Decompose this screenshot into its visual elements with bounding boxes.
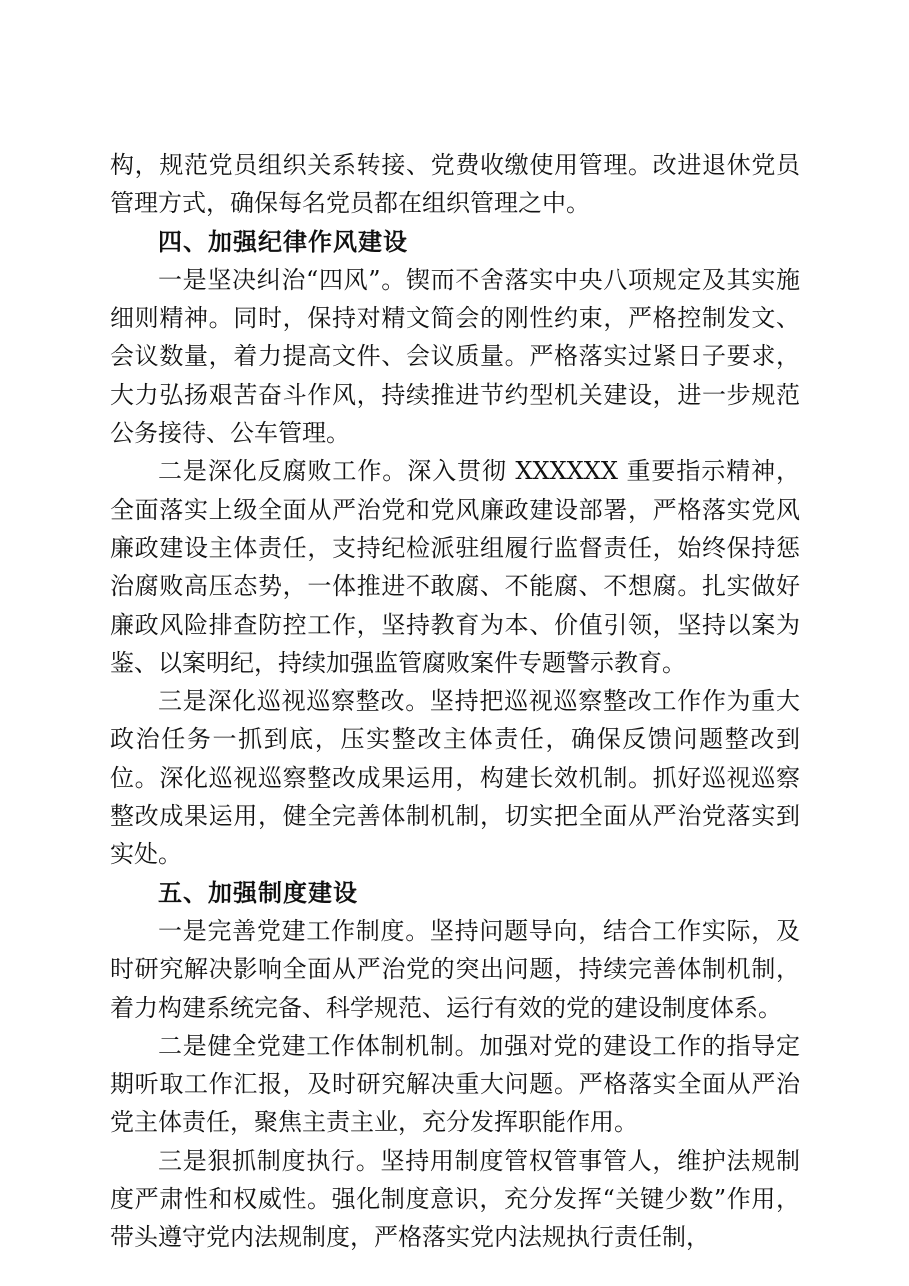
paragraph-4-3: 三是深化巡视巡察整改。坚持把巡视巡察整改工作作为重大政治任务一抓到底，压实整改主体责任，确保反馈问题整改到位。深化巡视巡察整改成果运用，构建长效机制。抓好巡视巡察整改成果运用，健全完善体制机制，切实把全面从严治党落实到实处。 — [110, 687, 800, 869]
section-heading-5: 五、加强制度建设 — [158, 878, 358, 907]
paragraph-5-3: 三是狠抓制度执行。坚持用制度管权管事管人，维护法规制度严肃性和权威性。强化制度意识，充分发挥“关键少数”作用，带头遵守党内法规制度，严格落实党内法规执行责任制， — [110, 1146, 800, 1252]
paragraph-4-2: 二是深化反腐败工作。深入贯彻 XXXXXX 重要指示精神，全面落实上级全面从严治党和党风廉政建设部署，严格落实党风廉政建设主体责任，支持纪检派驻组履行监督责任，始终保持惩治腐败高压态势，一体推进不敢腐、不能腐、不想腐。扎实做好廉政风险排查防控工作，坚持教育为本、价值引领，坚持以案为鉴、以案明纪，持续加强监管腐败案件专题警示教育。 — [110, 457, 800, 677]
paragraph-intro: 构，规范党员组织关系转接、党费收缴使用管理。改进退休党员管理方式，确保每名党员都在组织管理之中。 — [110, 151, 800, 218]
document-body — [110, 146, 800, 1257]
paragraph-5-1: 一是完善党建工作制度。坚持问题导向，结合工作实际，及时研究解决影响全面从严治党的突出问题，持续完善体制机制，着力构建系统完备、科学规范、运行有效的党的建设制度体系。 — [110, 916, 800, 1022]
paragraph-4-1: 一是坚决纠治“四风”。锲而不舍落实中央八项规定及其实施细则精神。同时，保持对精文简会的刚性约束，严格控制发文、会议数量，着力提高文件、会议质量。严格落实过紧日子要求，大力弘扬艰苦奋斗作风，持续推进节约型机关建设，进一步规范公务接待、公车管理。 — [110, 265, 800, 448]
section-heading-4: 四、加强纪律作风建设 — [158, 227, 408, 256]
paragraph-5-2: 二是健全党建工作体制机制。加强对党的建设工作的指导定期听取工作汇报，及时研究解决重大问题。严格落实全面从严治党主体责任，聚焦主责主业，充分发挥职能作用。 — [110, 1031, 800, 1137]
